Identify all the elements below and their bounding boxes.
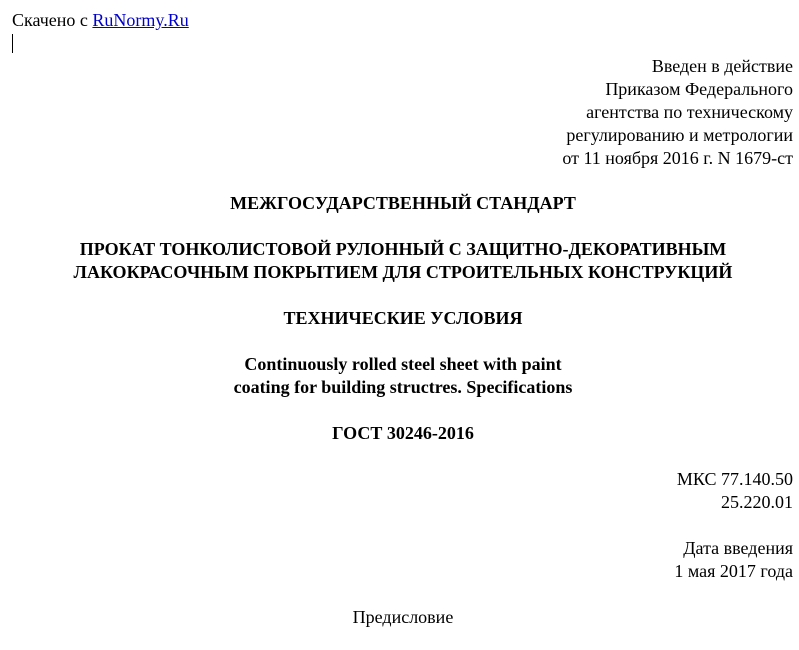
approval-line-2: Приказом Федерального bbox=[605, 79, 793, 99]
mks-line-1: МКС 77.140.50 bbox=[676, 469, 793, 489]
section-heading-preface: Предисловие bbox=[352, 607, 454, 627]
source-link[interactable]: RuNormy.Ru bbox=[92, 10, 189, 30]
approval-line-3: агентства по техническому bbox=[586, 102, 793, 122]
title-en-line-1: Continuously rolled steel sheet with paint bbox=[244, 354, 562, 374]
source-prefix: Скачено с bbox=[12, 10, 93, 30]
title-ru-line-2: ЛАКОКРАСОЧНЫМ ПОКРЫТИЕМ ДЛЯ СТРОИТЕЛЬНЫХ КОНСТРУКЦИЙ bbox=[73, 262, 733, 282]
source-line bbox=[12, 9, 189, 32]
subtitle-ru: ТЕХНИЧЕСКИЕ УСЛОВИЯ bbox=[283, 308, 523, 328]
approval-line-4: регулированию и метрологии bbox=[566, 125, 793, 145]
approval-line-5: от 11 ноября 2016 г. N 1679-ст bbox=[562, 148, 793, 168]
approval-line-1: Введен в действие bbox=[651, 56, 793, 76]
standard-type: МЕЖГОСУДАРСТВЕННЫЙ СТАНДАРТ bbox=[230, 193, 576, 213]
title-ru-line-1: ПРОКАТ ТОНКОЛИСТОВОЙ РУЛОННЫЙ С ЗАЩИТНО-ДЕКОРАТИВНЫМ bbox=[79, 239, 727, 259]
text-cursor bbox=[12, 34, 13, 53]
effective-date-value: 1 мая 2017 года bbox=[674, 561, 793, 581]
standard-designation: ГОСТ 30246-2016 bbox=[332, 423, 474, 443]
mks-line-2: 25.220.01 bbox=[721, 492, 793, 512]
title-en-line-2: coating for building structres. Specifications bbox=[233, 377, 573, 397]
effective-date-label: Дата введения bbox=[683, 538, 793, 558]
